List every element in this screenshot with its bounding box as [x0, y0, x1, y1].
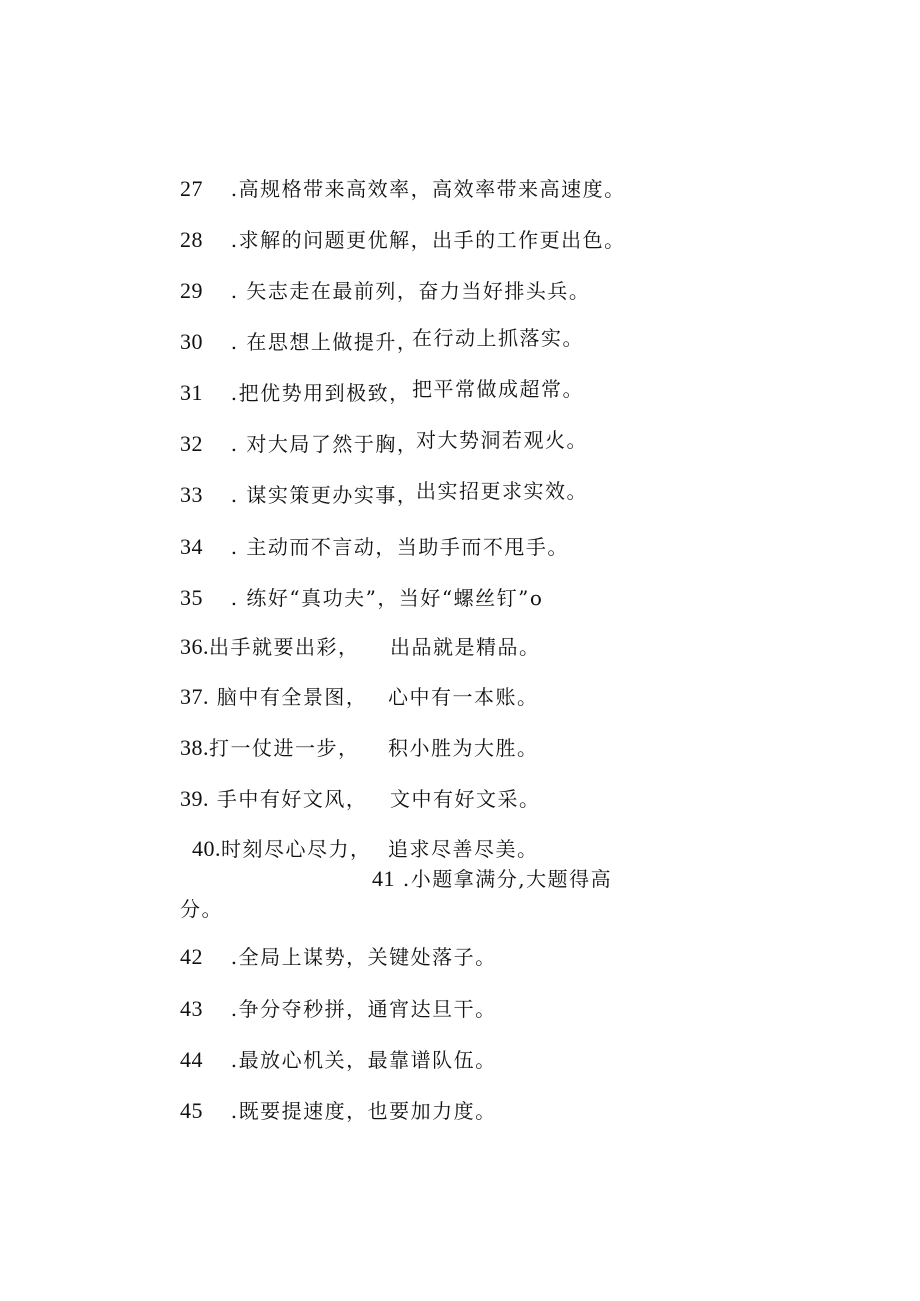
list-item [180, 228, 626, 252]
item-number: 45 [180, 1098, 203, 1123]
item-number: 40. [192, 836, 221, 861]
item-text: .争分夺秒拼，通宵达旦干。 [230, 997, 497, 1021]
item-number: 34 [180, 534, 203, 559]
item-number: 28 [180, 227, 203, 252]
item-number: 36. [180, 634, 209, 659]
list-item [180, 381, 411, 405]
item-number: 41 [372, 866, 395, 891]
list-item [372, 867, 612, 891]
item-text: 出手就要出彩， [209, 635, 360, 659]
list-item [180, 685, 367, 709]
list-item [180, 787, 367, 811]
item-text: . 矢志走在最前列，奋力当好排头兵。 [230, 279, 591, 303]
list-item [180, 483, 418, 507]
item-number: 27 [180, 176, 203, 201]
item-text-wrapped: 分。 [180, 897, 223, 921]
list-item [192, 837, 372, 861]
item-text-second-clause: 追求尽善尽美。 [388, 837, 539, 861]
list-item [180, 997, 497, 1021]
item-text-second-clause: 对大势洞若观火。 [416, 428, 588, 452]
item-text: .全局上谋势，关键处落子。 [230, 945, 497, 969]
item-text: .把优势用到极致， [230, 381, 411, 405]
item-text: 打一仗进一步， [209, 736, 360, 760]
item-number: 29 [180, 278, 203, 303]
list-item [180, 432, 418, 456]
item-number: 42 [180, 944, 203, 969]
list-item [180, 1099, 497, 1123]
item-number: 38. [180, 735, 209, 760]
item-number: 33 [180, 482, 203, 507]
item-text: . 练好“真功夫”，当好“螺丝钉”o [230, 586, 544, 610]
item-text: . 主动而不言动，当助手而不甩手。 [230, 535, 569, 559]
item-number: 37. [180, 684, 209, 709]
item-text: 手中有好文风， [209, 787, 368, 811]
item-number: 44 [180, 1047, 203, 1072]
item-text-second-clause: 把平常做成超常。 [412, 377, 584, 401]
list-item [180, 586, 543, 610]
list-item [180, 330, 418, 354]
list-item [180, 736, 360, 760]
item-text: . 对大局了然于胸， [230, 432, 419, 456]
list-item [180, 177, 626, 201]
item-text-second-clause: 心中有一本账。 [388, 685, 539, 709]
item-number: 30 [180, 329, 203, 354]
item-number: 43 [180, 996, 203, 1021]
list-item [180, 1048, 497, 1072]
item-number: 31 [180, 380, 203, 405]
item-text: .小题拿满分,大题得高 [395, 867, 613, 891]
item-text-second-clause: 在行动上抓落实。 [412, 326, 584, 350]
item-text-second-clause: 文中有好文采。 [390, 787, 541, 811]
item-text: .既要提速度，也要加力度。 [230, 1099, 497, 1123]
item-text-second-clause: 积小胜为大胜。 [388, 736, 539, 760]
item-text: .高规格带来高效率，高效率带来高速度。 [230, 177, 626, 201]
item-number: 35 [180, 585, 203, 610]
item-text: 时刻尽心尽力， [221, 837, 372, 861]
list-item [180, 535, 569, 559]
list-item [180, 635, 360, 659]
list-item [180, 945, 497, 969]
item-text: .求解的问题更优解，出手的工作更出色。 [230, 228, 626, 252]
list-item [180, 279, 590, 303]
item-text: 脑中有全景图， [209, 685, 368, 709]
item-text-second-clause: 出实招更求实效。 [416, 479, 588, 503]
item-text: .最放心机关，最靠谱队伍。 [230, 1048, 497, 1072]
item-number: 39. [180, 786, 209, 811]
item-text-second-clause: 出品就是精品。 [390, 635, 541, 659]
item-text: . 谋实策更办实事， [230, 483, 419, 507]
item-text: . 在思想上做提升， [230, 330, 419, 354]
item-number: 32 [180, 431, 203, 456]
